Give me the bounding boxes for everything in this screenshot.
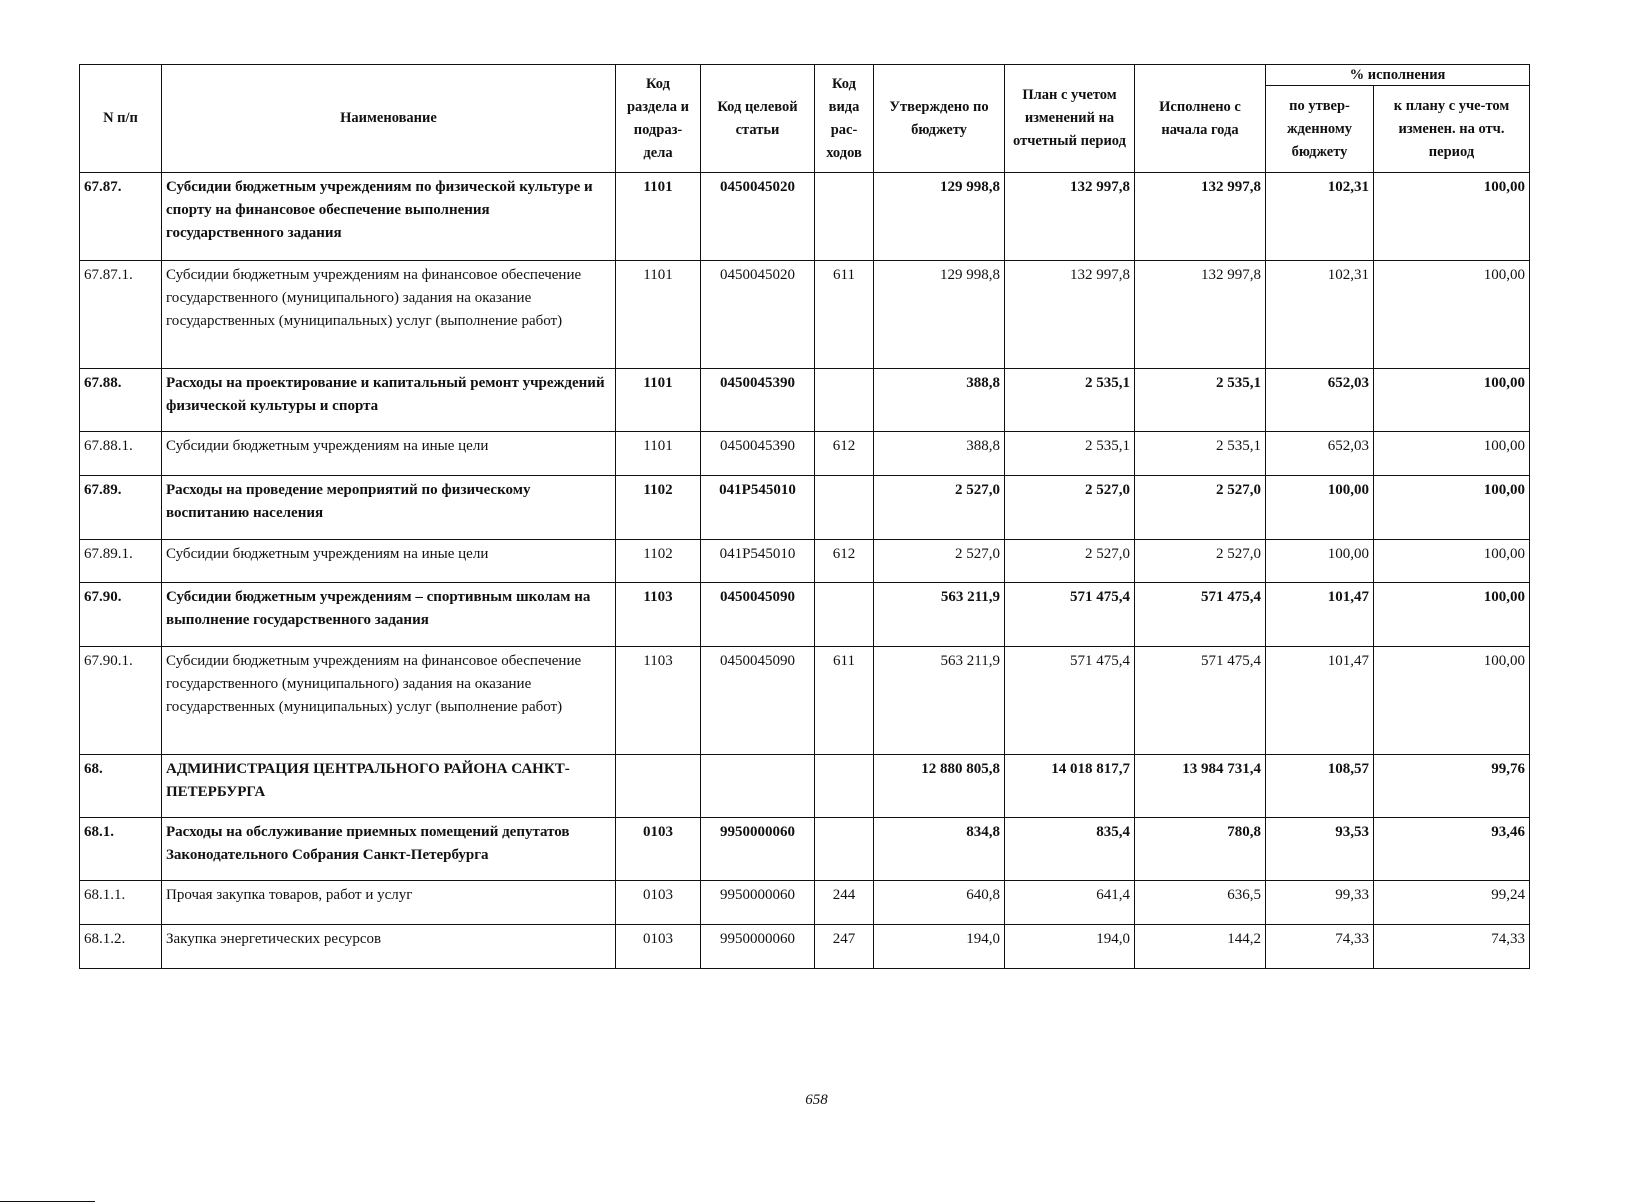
row-name: Субсидии бюджетным учреждениям – спортивным школам на выполнение государственного задания [162,583,616,647]
row-name: АДМИНИСТРАЦИЯ ЦЕНТРАЛЬНОГО РАЙОНА САНКТ-ПЕТЕРБУРГА [162,755,616,818]
row-expense-type-code: 611 [815,647,874,755]
row-section-code: 1103 [616,647,701,755]
row-expense-type-code: 244 [815,881,874,925]
row-plan: 132 997,8 [1005,261,1135,369]
row-plan: 2 535,1 [1005,369,1135,432]
row-name: Субсидии бюджетным учреждениям на финансовое обеспечение государственного (муниципального) задания на оказание государственных (муниципальных) услуг (выполнение работ) [162,261,616,369]
row-number: 67.88.1. [80,432,162,476]
row-percent-approved: 74,33 [1266,925,1374,969]
row-percent-plan: 99,76 [1374,755,1530,818]
row-plan: 835,4 [1005,818,1135,881]
row-target-code: 9950000060 [701,925,815,969]
row-percent-plan: 100,00 [1374,261,1530,369]
row-section-code: 1102 [616,476,701,540]
table-row [80,261,1530,369]
row-approved: 388,8 [874,369,1005,432]
row-target-code: 0450045020 [701,261,815,369]
row-executed: 2 527,0 [1135,540,1266,583]
table-row [80,540,1530,583]
row-target-code [701,755,815,818]
table-row [80,925,1530,969]
row-plan: 571 475,4 [1005,647,1135,755]
row-plan: 2 527,0 [1005,540,1135,583]
row-percent-plan: 100,00 [1374,540,1530,583]
row-executed: 132 997,8 [1135,173,1266,261]
row-percent-plan: 100,00 [1374,583,1530,647]
row-number: 67.87.1. [80,261,162,369]
row-section-code: 1102 [616,540,701,583]
row-percent-plan: 100,00 [1374,476,1530,540]
row-executed: 144,2 [1135,925,1266,969]
row-target-code: 041P545010 [701,476,815,540]
row-target-code: 0450045020 [701,173,815,261]
row-approved: 129 998,8 [874,261,1005,369]
row-target-code: 0450045090 [701,583,815,647]
header-percent-approved: по утвер-жденному бюджету [1266,86,1374,173]
row-plan: 2 535,1 [1005,432,1135,476]
row-section-code: 1101 [616,173,701,261]
header-name: Наименование [162,65,616,173]
table-row [80,755,1530,818]
row-name: Прочая закупка товаров, работ и услуг [162,881,616,925]
row-approved: 388,8 [874,432,1005,476]
row-number: 67.87. [80,173,162,261]
row-percent-plan: 100,00 [1374,647,1530,755]
row-executed: 2 535,1 [1135,432,1266,476]
row-number: 67.90.1. [80,647,162,755]
row-target-code: 0450045090 [701,647,815,755]
row-percent-plan: 99,24 [1374,881,1530,925]
row-percent-approved: 100,00 [1266,540,1374,583]
row-target-code: 0450045390 [701,432,815,476]
row-section-code: 1101 [616,261,701,369]
table-row [80,583,1530,647]
row-name: Субсидии бюджетным учреждениям на иные цели [162,432,616,476]
row-name: Расходы на обслуживание приемных помещений депутатов Законодательного Собрания Санкт-Петербурга [162,818,616,881]
row-approved: 640,8 [874,881,1005,925]
row-number: 67.89. [80,476,162,540]
table-row [80,881,1530,925]
row-number: 67.89.1. [80,540,162,583]
row-percent-plan: 74,33 [1374,925,1530,969]
row-expense-type-code [815,818,874,881]
row-expense-type-code [815,173,874,261]
row-section-code: 1101 [616,369,701,432]
row-percent-approved: 101,47 [1266,647,1374,755]
row-percent-approved: 100,00 [1266,476,1374,540]
row-target-code: 9950000060 [701,881,815,925]
row-section-code: 0103 [616,925,701,969]
header-executed: Исполнено с начала года [1135,65,1266,173]
row-plan: 194,0 [1005,925,1135,969]
row-plan: 132 997,8 [1005,173,1135,261]
row-executed: 2 535,1 [1135,369,1266,432]
row-name: Субсидии бюджетным учреждениям по физической культуре и спорту на финансовое обеспечение выполнения государственного задания [162,173,616,261]
row-expense-type-code: 611 [815,261,874,369]
row-approved: 834,8 [874,818,1005,881]
row-expense-type-code: 247 [815,925,874,969]
row-executed: 571 475,4 [1135,583,1266,647]
row-executed: 571 475,4 [1135,647,1266,755]
row-plan: 2 527,0 [1005,476,1135,540]
row-executed: 13 984 731,4 [1135,755,1266,818]
row-percent-plan: 100,00 [1374,432,1530,476]
header-percent-group: % исполнения [1266,65,1530,86]
table-row [80,647,1530,755]
row-name: Расходы на проектирование и капитальный ремонт учреждений физической культуры и спорта [162,369,616,432]
row-name: Субсидии бюджетным учреждениям на финансовое обеспечение государственного (муниципального) задания на оказание государственных (муниципальных) услуг (выполнение работ) [162,647,616,755]
row-target-code: 9950000060 [701,818,815,881]
row-percent-approved: 102,31 [1266,261,1374,369]
row-section-code: 0103 [616,881,701,925]
row-section-code: 0103 [616,818,701,881]
row-executed: 132 997,8 [1135,261,1266,369]
row-approved: 129 998,8 [874,173,1005,261]
row-percent-approved: 652,03 [1266,369,1374,432]
header-plan: План с учетом изменений на отчетный период [1005,65,1135,173]
table-body [80,173,1530,969]
row-percent-plan: 100,00 [1374,369,1530,432]
page-number: 658 [805,1092,828,1108]
row-executed: 780,8 [1135,818,1266,881]
row-executed: 636,5 [1135,881,1266,925]
row-approved: 2 527,0 [874,540,1005,583]
row-plan: 14 018 817,7 [1005,755,1135,818]
table-row [80,476,1530,540]
budget-execution-table [79,64,1530,969]
row-expense-type-code [815,583,874,647]
row-name: Расходы на проведение мероприятий по физическому воспитанию населения [162,476,616,540]
header-target-code: Код целевой статьи [701,65,815,173]
header-percent-plan: к плану с уче-том изменен. на отч. период [1374,86,1530,173]
row-approved: 563 211,9 [874,583,1005,647]
row-expense-type-code [815,755,874,818]
header-approved: Утверждено по бюджету [874,65,1005,173]
row-percent-approved: 652,03 [1266,432,1374,476]
row-number: 67.88. [80,369,162,432]
row-executed: 2 527,0 [1135,476,1266,540]
row-number: 67.90. [80,583,162,647]
row-number: 68.1. [80,818,162,881]
row-target-code: 0450045390 [701,369,815,432]
row-percent-approved: 108,57 [1266,755,1374,818]
row-percent-plan: 93,46 [1374,818,1530,881]
row-section-code: 1103 [616,583,701,647]
row-percent-approved: 102,31 [1266,173,1374,261]
row-section-code: 1101 [616,432,701,476]
row-expense-type-code: 612 [815,432,874,476]
row-name: Субсидии бюджетным учреждениям на иные цели [162,540,616,583]
row-number: 68.1.2. [80,925,162,969]
table-row [80,369,1530,432]
row-expense-type-code [815,476,874,540]
row-percent-approved: 101,47 [1266,583,1374,647]
header-expense-type-code: Код вида рас-ходов [815,65,874,173]
table-row [80,818,1530,881]
row-percent-approved: 93,53 [1266,818,1374,881]
row-expense-type-code [815,369,874,432]
header-section-code: Код раздела и подраз-дела [616,65,701,173]
row-expense-type-code: 612 [815,540,874,583]
row-approved: 194,0 [874,925,1005,969]
row-percent-approved: 99,33 [1266,881,1374,925]
row-approved: 2 527,0 [874,476,1005,540]
row-plan: 641,4 [1005,881,1135,925]
row-approved: 12 880 805,8 [874,755,1005,818]
row-plan: 571 475,4 [1005,583,1135,647]
row-percent-plan: 100,00 [1374,173,1530,261]
row-approved: 563 211,9 [874,647,1005,755]
table-header [80,65,1530,173]
row-number: 68.1.1. [80,881,162,925]
row-number: 68. [80,755,162,818]
table-row [80,432,1530,476]
row-target-code: 041P545010 [701,540,815,583]
header-no: N п/п [80,65,162,173]
row-section-code [616,755,701,818]
row-name: Закупка энергетических ресурсов [162,925,616,969]
table-row [80,173,1530,261]
